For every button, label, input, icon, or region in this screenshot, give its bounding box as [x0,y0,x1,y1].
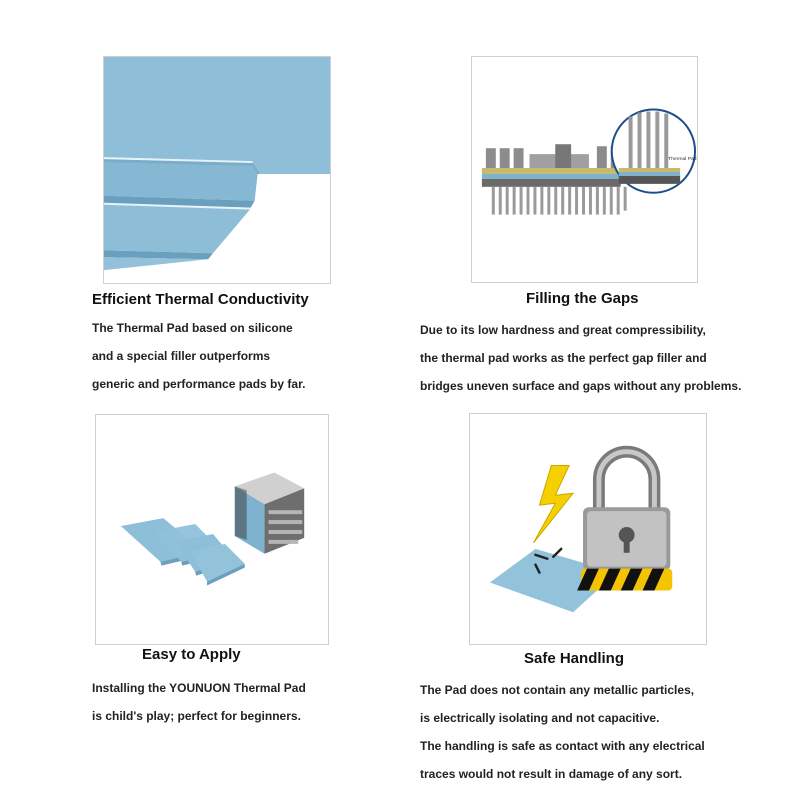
feature-description [420,316,741,400]
description-line: The Pad does not contain any metallic particles, [420,683,695,697]
description-line: is child's play; perfect for beginners. [92,709,301,723]
thermal-pad-photo-frame [103,56,331,284]
stacked-thermal-pads-icon [104,57,330,283]
feature-title: Filling the Gaps [526,290,639,307]
pads-and-heatsink-cube-icon [96,415,328,644]
description-line: Due to its low hardness and great compressibility, [420,323,706,337]
padlock-lightning-icon [470,414,706,644]
feature-title: Safe Handling [524,650,625,667]
description-line: the thermal pad works as the perfect gap filler and [420,351,707,365]
description-line: The handling is safe as contact with any electrical [420,739,705,753]
gap-filling-diagram-frame [471,56,698,283]
heatsink-cross-section-icon [472,57,697,282]
description-line: traces would not result in damage of any sort. [420,767,683,781]
description-line: bridges uneven surface and gaps without any problems. [420,379,742,393]
feature-description [92,674,306,730]
feature-title: Efficient Thermal Conductivity [92,291,309,308]
easy-apply-image-frame [95,414,329,645]
feature-title: Easy to Apply [142,646,241,663]
feature-description [92,314,305,398]
description-line: generic and performance pads by far. [92,377,306,391]
description-line: and a special filler outperforms [92,349,271,363]
description-line: is electrically isolating and not capacitive. [420,711,660,725]
description-line: Installing the YOUNUON Thermal Pad [92,681,306,695]
safe-handling-image-frame [469,413,707,645]
callout-label: Thermal Pad [668,157,697,163]
description-line: The Thermal Pad based on silicone [92,321,293,335]
feature-description [420,676,705,788]
